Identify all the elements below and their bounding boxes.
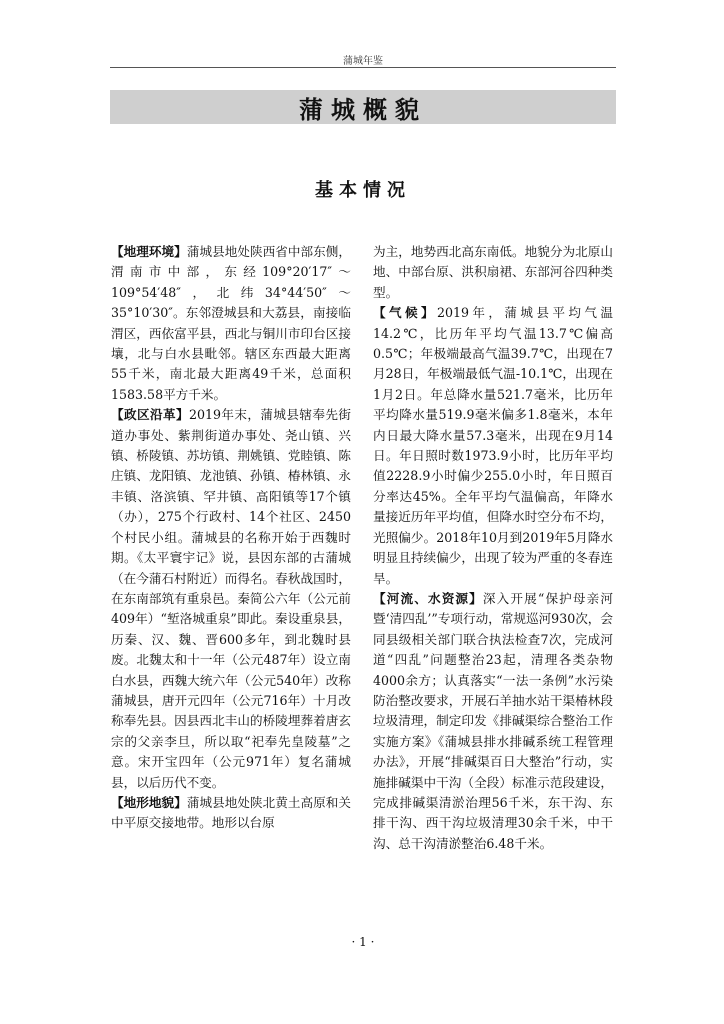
left-column: [111, 242, 351, 834]
paragraph-label: 【政区沿革】: [111, 407, 189, 423]
title-band: [110, 90, 616, 124]
header-rule: [110, 67, 616, 68]
chapter-title: 蒲城概貌: [299, 95, 427, 124]
paragraph-text: 为主，地势西北高东南低。地貌分为北原山地、中部台原、洪积扇裙、东部河谷四种类型。: [373, 244, 613, 300]
section-heading: 基本情况: [315, 180, 411, 201]
paragraph-text: 2019年，蒲城县平均气温14.2℃，比历年平均气温13.7℃偏高0.5℃；年极端最高气温39.7℃，出现在7月28日，年极端最低气温-10.1℃，出现在1月2日。年总降水量521.7毫米，比历年平均降水量519.9毫米偏多1.8毫米，本年内日最大降水量57.3毫米，出现在9月14日。年日照时数1973.9小时，比历年平均值2228.9小时偏少255.0小时，年日照百分率达45%。全年平均气温偏高，年降水量接近历年平均值，但降水时空分布不均，光照偏少。2018年10月到2019年5月降水明显且持续偏少，出现了较为严重的冬春连旱。: [373, 305, 613, 586]
paragraph-text: 深入开展“保护母亲河暨‘清四乱’”专项行动，常规巡河930次，会同县级相关部门联合执法检查7次，完成河道“四乱”问题整治23起，清理各类杂物4000余方；认真落实“一法一条例”水污染防治整改要求，开展石羊抽水站干渠椿林段垃圾清理，制定印发《排碱渠综合整治工作实施方案》《蒲城县排水排碱系统工程管理办法》，开展“排碱渠百日大整治”行动，实施排碱渠中干沟（全段）标准示范段建设，完成排碱渠清淤治理56千米，东干沟、东排干沟、西干沟垃圾清理30余千米，中干沟、总干沟清淤整治6.48千米。: [373, 590, 613, 851]
paragraph-text: 2019年末，蒲城县辖奉先街道办事处、紫荆街道办事处、尧山镇、兴镇、桥陵镇、苏坊镇、荆姚镇、党睦镇、陈庄镇、龙阳镇、龙池镇、孙镇、椿林镇、永丰镇、洛滨镇、罕井镇、高阳镇等17个镇（办），275个行政村、14个社区、2450个村民小组。蒲城县的名称开始于西魏时期。《太平寰宇记》说，县因东部的古蒲城（在今蒲石村附近）而得名。春秋战国时，在东南部筑有重泉邑。秦简公六年（公元前409年）“堑洛城重泉”即此。秦设重泉县，历秦、汉、魏、晋600多年，到北魏时县废。北魏太和十一年（公元487年）设立南白水县，西魏大统六年（公元540年）改称蒲城县，唐开元四年（公元716年）十月改称奉先县。因县西北丰山的桥陵埋葬着唐玄宗的父亲李旦，所以取“祀奉先皇陵墓”之意。宋开宝四年（公元971年）复名蒲城县，以后历代不变。: [111, 407, 351, 790]
paragraph-label: 【河流、水资源】: [373, 590, 483, 606]
paragraph-terrain-continued: [373, 242, 613, 303]
paragraph-administration: [111, 405, 351, 793]
paragraph-climate: [373, 303, 613, 589]
paragraph-water-resources: [373, 589, 613, 854]
paragraph-terrain: [111, 793, 351, 834]
running-header: 蒲城年鉴: [343, 56, 383, 67]
paragraph-text: 蒲城县地处陕西省中部东侧，渭南市中部，东经109°20′17″～109°54′48″，北纬34°44′50″～35°10′30″。东邻澄城县和大荔县，南接临渭区，西依富平县，西北与铜川市印台区接壤，北与白水县毗邻。辖区东西最大距离55千米，南北最大距离49千米，总面积1583.58平方千米。: [111, 244, 352, 402]
paragraph-text: 蒲城县地处陕北黄土高原和关中平原交接地带。地形以台原: [111, 794, 352, 831]
paragraph-label: 【地形地貌】: [111, 794, 187, 810]
paragraph-label: 【地理环境】: [111, 244, 187, 259]
page-number: · 1 ·: [351, 935, 375, 949]
right-column: [373, 242, 613, 854]
paragraph-geography: [111, 242, 351, 405]
paragraph-label: 【气候】: [373, 305, 437, 321]
